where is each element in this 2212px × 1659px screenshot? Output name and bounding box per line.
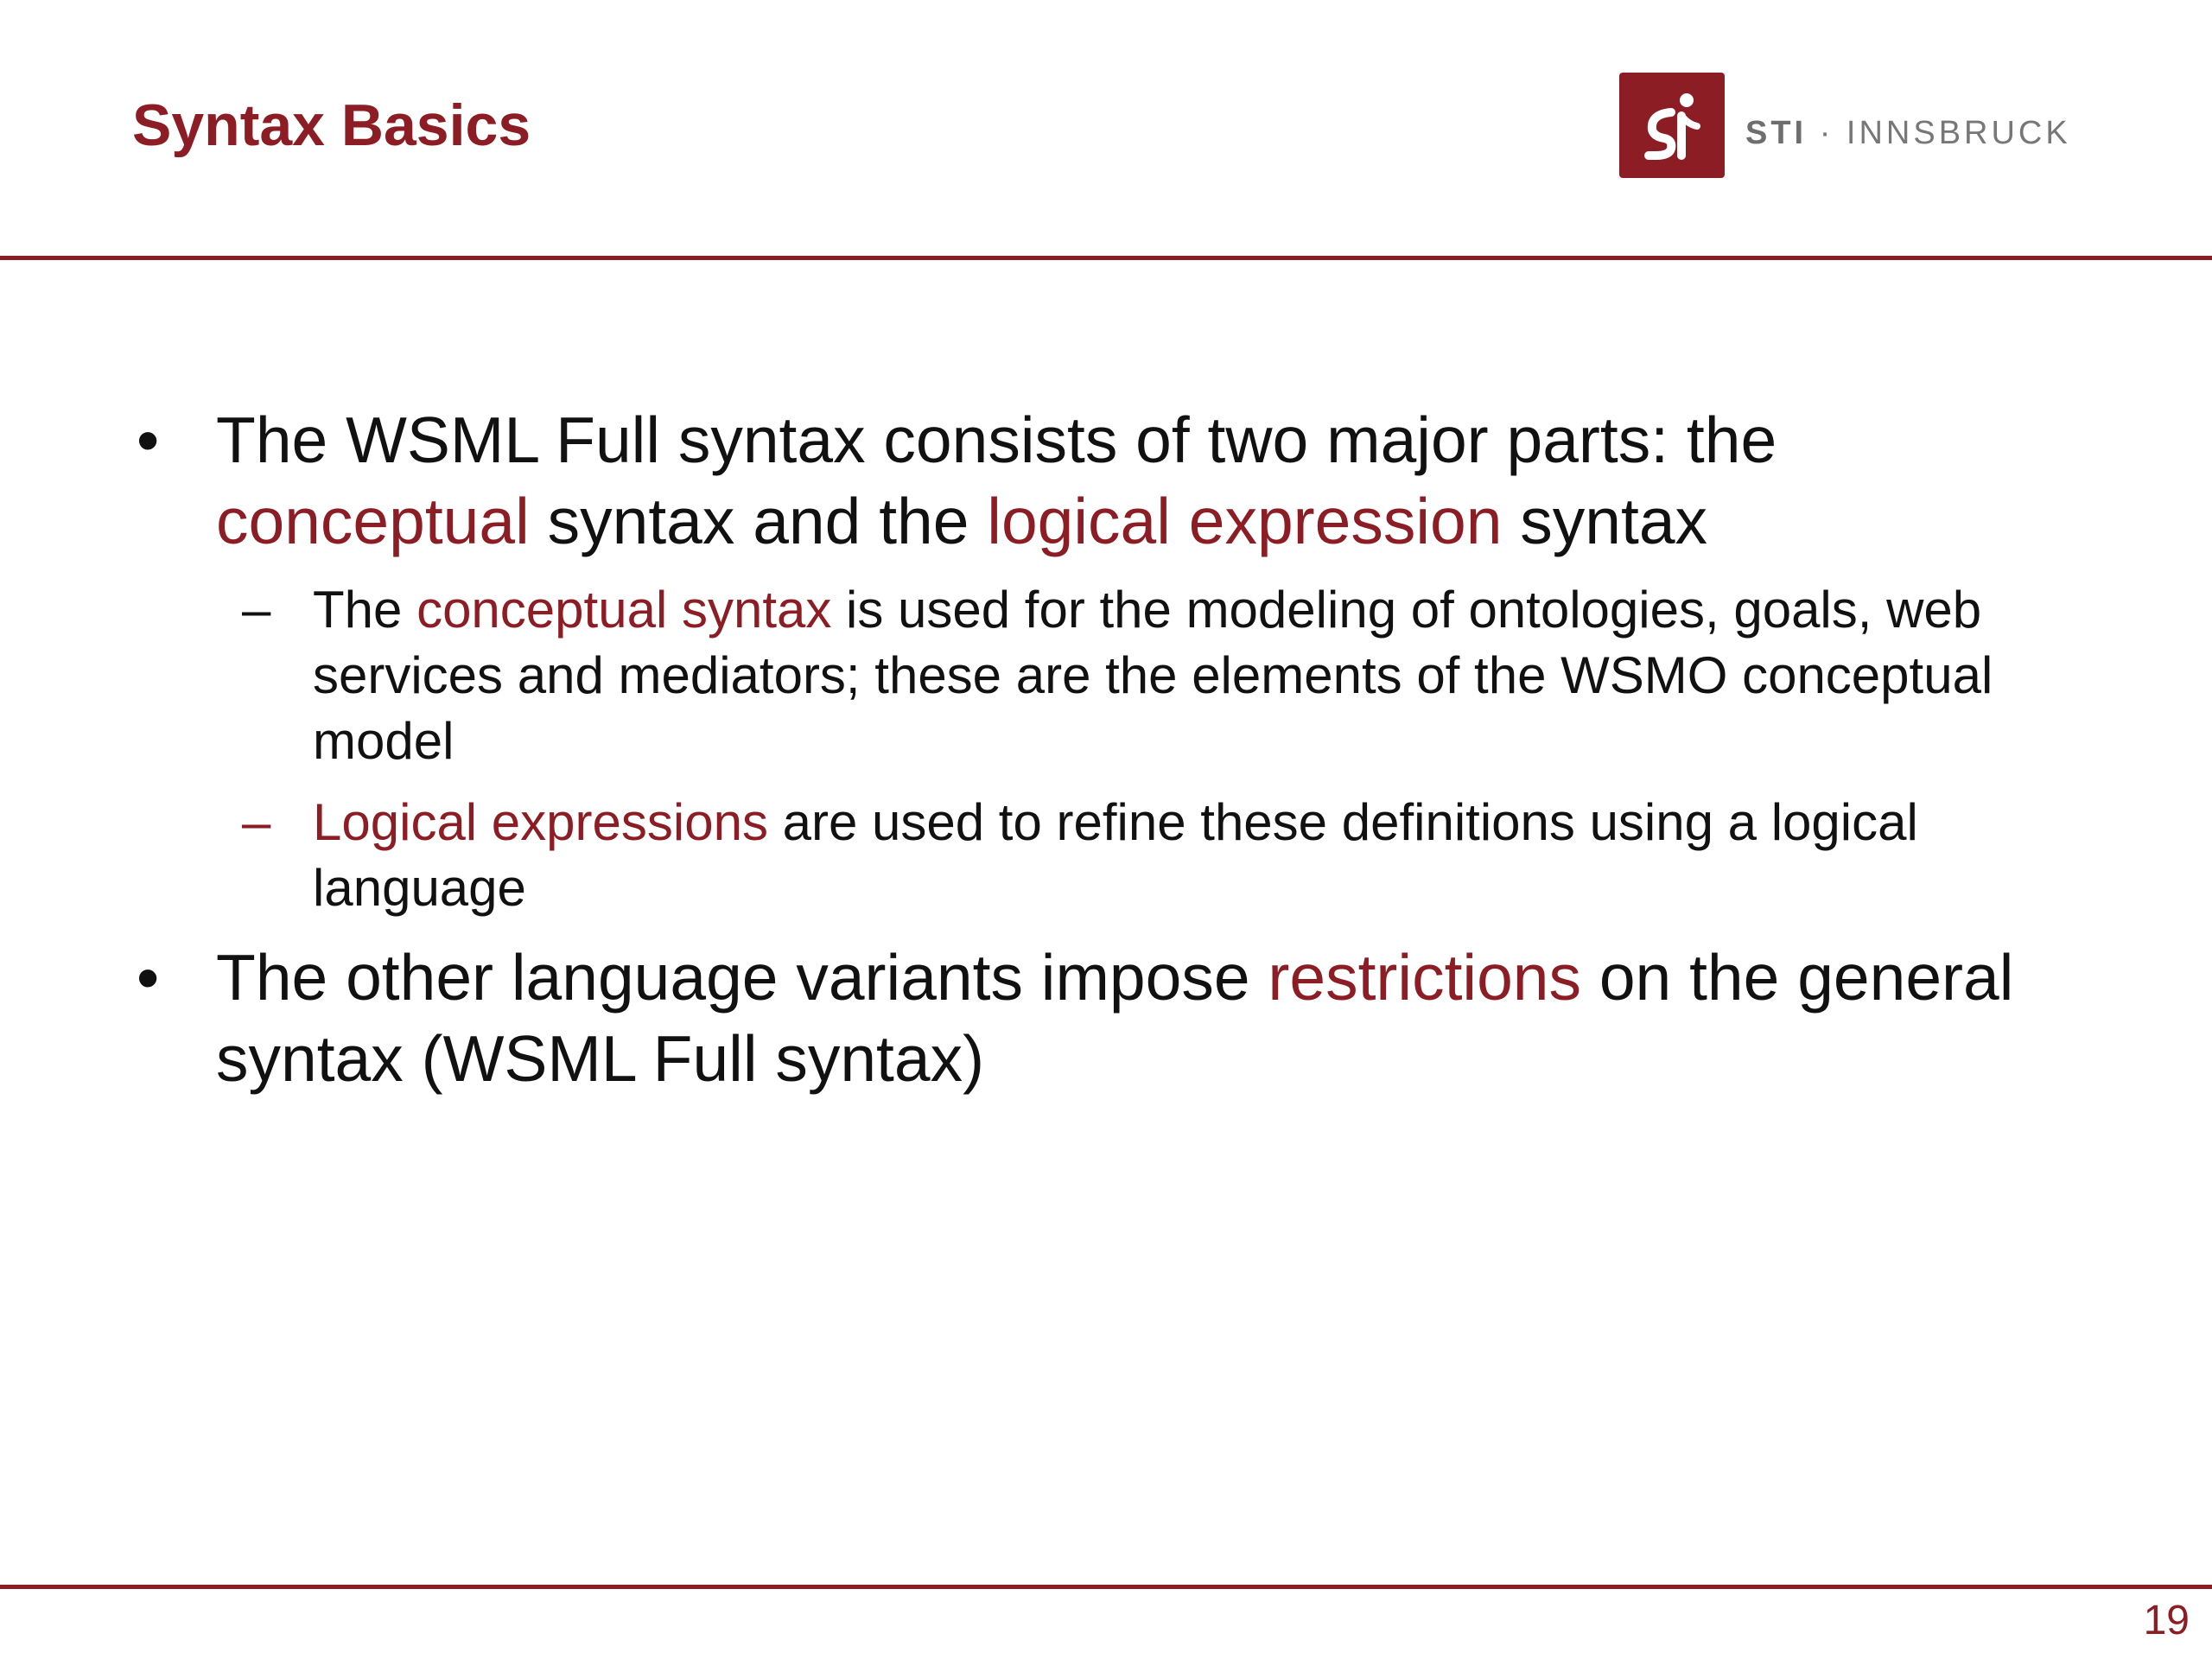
bullet-marker: • (137, 404, 160, 476)
highlight-conceptual-syntax: conceptual syntax (416, 581, 832, 639)
highlight-restrictions: restrictions (1268, 941, 1581, 1014)
sti-figure-icon (1619, 73, 1725, 178)
logo-text (1745, 115, 2071, 152)
header-divider (0, 256, 2212, 260)
logo-text-innsbruck: INNSBRUCK (1846, 114, 2071, 151)
logo-separator: · (1819, 114, 1834, 151)
logo-text-sti: STI (1745, 114, 1808, 151)
highlight-conceptual: conceptual (216, 485, 530, 557)
sub-bullet-marker: – (242, 793, 271, 851)
sub-bullet-text: The (313, 581, 417, 639)
sub-bullet-marker: – (242, 581, 271, 639)
slide-title: Syntax Basics (132, 92, 531, 158)
bullet-text: The WSML Full syntax consists of two major parts: the (216, 404, 1777, 476)
footer-divider (0, 1585, 2212, 1589)
bullet-text: syntax and the (529, 485, 988, 557)
highlight-logical-expressions: Logical expressions (313, 793, 768, 851)
sub-bullet-text: are used to refine these definitions using a logical language (313, 793, 1918, 917)
highlight-logical-expression: logical expression (987, 485, 1503, 557)
bullet-marker: • (137, 941, 160, 1014)
bullet-text: syntax (1502, 485, 1708, 557)
bullet-text: on the general syntax (WSML Full syntax) (216, 941, 2014, 1095)
page-number: 19 (2143, 1598, 2190, 1643)
sub-bullet-conceptual-syntax (242, 577, 2067, 774)
sub-bullet-logical-expressions (242, 790, 2067, 921)
bullet-item-language-variants (137, 937, 2031, 1099)
bullet-text: The other language variants impose (216, 941, 1268, 1014)
sti-innsbruck-logo (1619, 73, 2071, 178)
sub-bullet-text: is used for the modeling of ontologies, goals, web services and mediators; these are the elements of the WSMO conceptual model (313, 581, 1993, 770)
bullet-item-wsml-full-syntax (137, 399, 2031, 562)
